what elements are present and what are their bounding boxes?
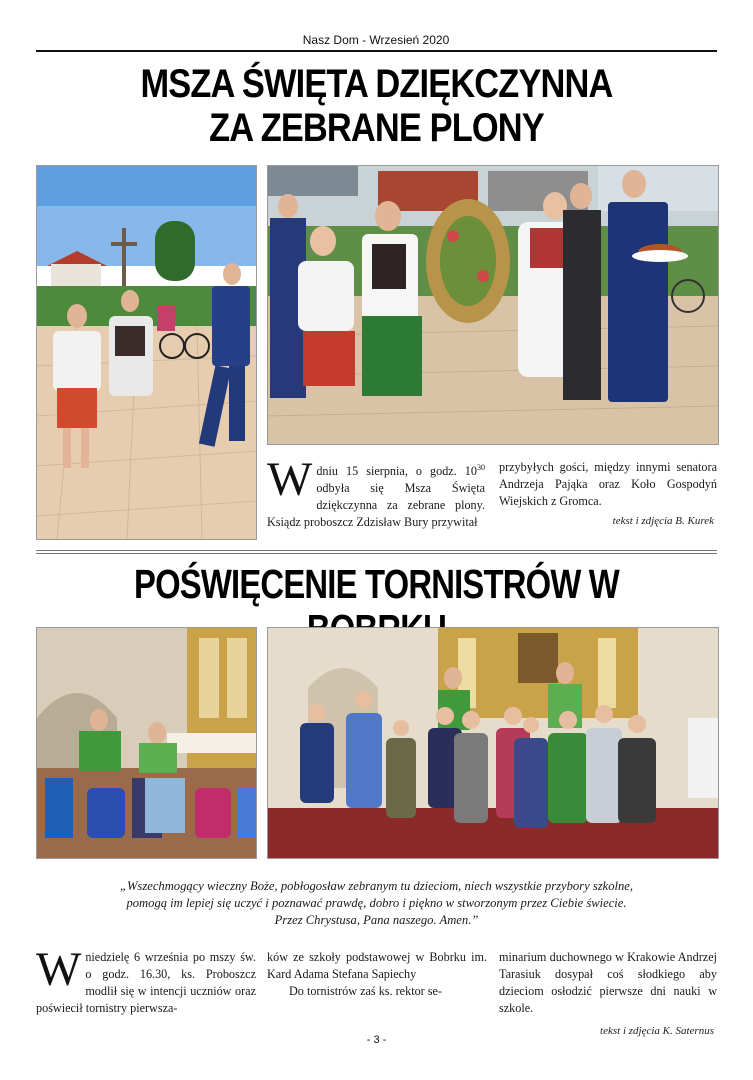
article2-col2-p2: Do tornistrów zaś ks. rektor se-	[289, 984, 442, 998]
running-head: Nasz Dom - Wrzesień 2020	[302, 33, 450, 47]
prayer-quote-line2: pomogą im lepiej się uczyć i poznawać prawdę, dobro i piękno w stworzonym przez Ciebie świecie.	[126, 896, 627, 910]
article2-dropcap: W	[36, 943, 82, 996]
header-rule	[36, 50, 717, 52]
article2-title: POŚWIĘCENIE TORNISTRÓW W	[134, 561, 619, 607]
prayer-quote-line3: Przez Chrystusa, Pana naszego. Amen.”	[274, 913, 479, 927]
article1-column1	[267, 453, 485, 531]
prayer-quote-line1: „Wszechmogący wieczny Boże, pobłogosław zebranym tu dzieciom, niech wszystkie przybory szkolne,	[119, 879, 634, 893]
article1-title-line1: MSZA ŚWIĘTA DZIĘKCZYNNA	[140, 62, 613, 106]
article1-credit: tekst i zdjęcia B. Kurek	[612, 515, 714, 527]
article1-dropcap: W	[267, 453, 313, 506]
article1-title	[70, 62, 683, 150]
harvest-photo-group	[267, 165, 719, 445]
article1-col2-text: przybyłych gości, między innymi senatora Andrzeja Pająka oraz Koło Gospodyń Wiejskich z Gromca.	[499, 460, 717, 508]
article2-column1	[36, 943, 256, 1017]
prayer-quote	[40, 878, 713, 929]
article1-col1-rest: odbyła się Msza Święta dziękczynna za zebrane plony. Ksiądz proboszcz Zdzisław Bury przywitał	[267, 481, 485, 530]
article2-credit: tekst i zdjęcia K. Saternus	[600, 1025, 714, 1037]
article2-column2	[267, 949, 487, 1000]
article2-col2-p1: ków ze szkoły podstawowej w Bobrku im. Kard Adama Stefana Sapiechy	[267, 950, 487, 981]
backpack-photo-blessing	[36, 627, 257, 859]
harvest-photo-procession	[36, 165, 257, 540]
article1-col1-sup: 30	[477, 463, 485, 472]
article2-col3-text: minarium duchownego w Krakowie Andrzej Tarasiuk dosypał coś słodkiego aby dzieciom osłodzić pierwsze dni nauki w szkole.	[499, 950, 717, 1015]
article1-title-line2: ZA ZEBRANE PLONY	[209, 106, 544, 150]
section-rule-1	[36, 550, 717, 551]
backpack-photo-children	[267, 627, 719, 859]
section-rule-2	[36, 553, 717, 554]
article2-col1-text: niedzielę 6 września po mszy św. o godz. 16.30, ks. Proboszcz modlił się w intencji uczniów oraz poświecił tornistry pierwsza-	[36, 950, 256, 1015]
article1-column2	[499, 459, 717, 510]
article2-column3	[499, 949, 717, 1017]
article1-col1-text: dniu 15 sierpnia, o godz. 10	[316, 464, 477, 479]
page-number: - 3 -	[366, 1034, 387, 1046]
